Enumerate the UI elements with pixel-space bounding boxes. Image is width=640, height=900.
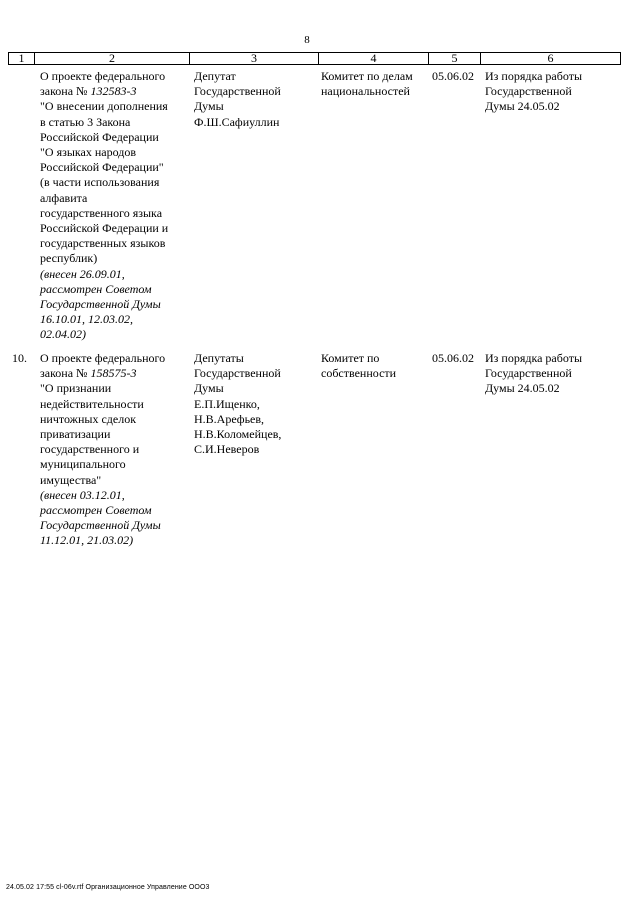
bill-description <box>40 69 188 343</box>
row-number: 10. <box>12 351 27 365</box>
column-header-4: 4 <box>319 53 429 64</box>
column-header-2: 2 <box>35 53 190 64</box>
page-number: 8 <box>304 34 310 46</box>
bill-title: О проекте федерального закона № <box>40 69 166 99</box>
bill-subject: "О признании недействительности ничтожных сделок приватизации государственного и муниципального имущества" <box>40 381 144 487</box>
column-header-3: 3 <box>190 53 319 64</box>
column-header-6: 6 <box>547 51 554 65</box>
footer: 24.05.02 17:55 cl-06v.rtf Организационное Управление ООО3 <box>6 884 210 891</box>
bill-number: 158575-3 <box>90 366 137 381</box>
bill-title: О проекте федерального закона № <box>40 351 166 381</box>
column-header-1: 1 <box>9 53 35 64</box>
column-header-5: 5 <box>429 53 481 64</box>
bill-history: (внесен 03.12.01, рассмотрен Советом Государственной Думы 11.12.01, 21.03.02) <box>40 487 161 548</box>
basis: Из порядка работы Государственной Думы 24.05.02 <box>485 69 583 114</box>
basis: Из порядка работы Государственной Думы 24.05.02 <box>485 351 583 396</box>
committee: Комитет по делам национальностей <box>321 69 413 99</box>
table-header-row <box>8 52 621 65</box>
initiator: Депутат Государственной Думы Ф.Ш.Сафиуллин <box>194 69 281 129</box>
bill-subject: "О внесении дополнения в статью 3 Закона Российской Федерации "О языках народов Российской Федерации" (в части использования алфавита государственного языка Российской Федерации и государственных языков республик) <box>40 99 169 266</box>
date: 05.06.02 <box>432 69 474 83</box>
date: 05.06.02 <box>432 351 474 365</box>
bill-history: (внесен 26.09.01, рассмотрен Советом Государственной Думы 16.10.01, 12.03.02, 02.04.02) <box>40 266 161 342</box>
committee: Комитет по собственности <box>321 351 397 381</box>
bill-number: 132583-3 <box>90 84 137 99</box>
bill-description <box>40 351 188 549</box>
initiator: Депутаты Государственной Думы Е.П.Ищенко, Н.В.Арефьев, Н.В.Коломейцев, С.И.Неверов <box>194 351 282 457</box>
